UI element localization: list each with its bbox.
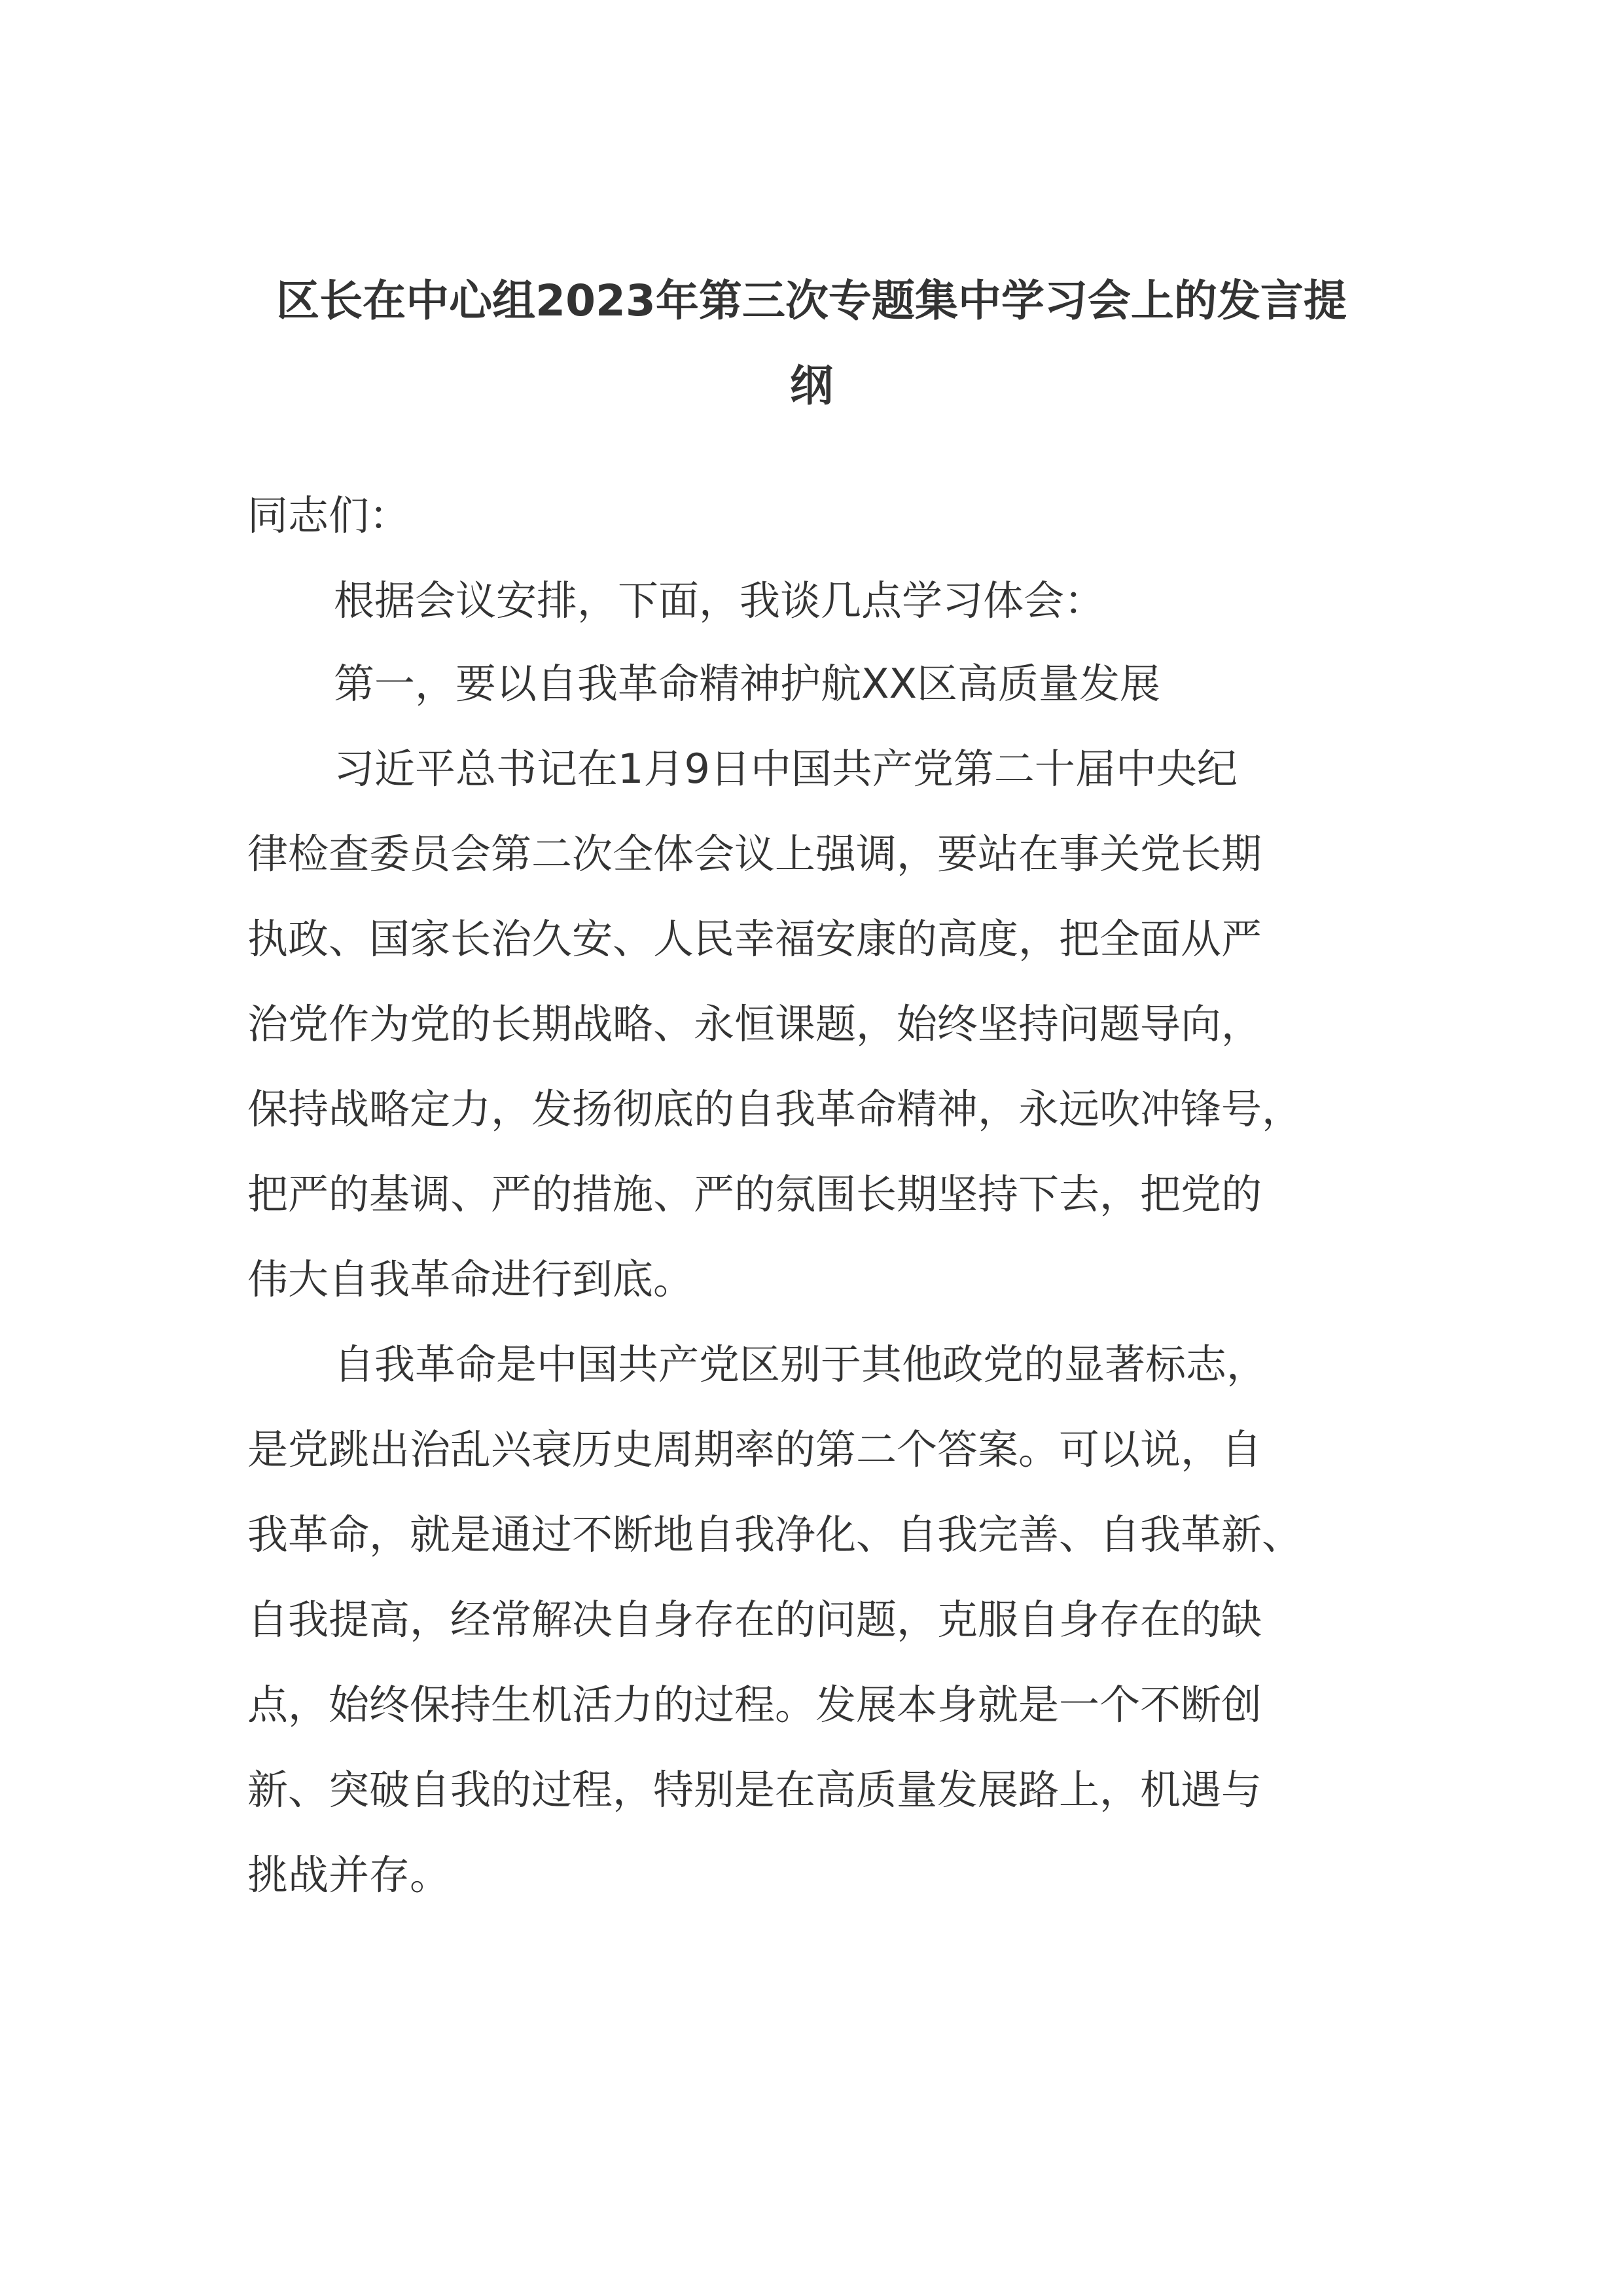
paragraph-1-line: 伟大自我革命进行到底。 — [247, 1255, 694, 1303]
paragraph-2-line: 挑战并存。 — [247, 1851, 451, 1899]
paragraph-1-line: 习近平总书记在1月9日中国共产党第二十届中央纪 — [334, 745, 1238, 793]
paragraph-1-line: 律检查委员会第二次全体会议上强调，要站在事关党长期 — [247, 830, 1262, 878]
paragraph-2-line: 自我提高，经常解决自身存在的问题，克服自身存在的缺 — [247, 1596, 1262, 1643]
paragraph-2-line: 我革命，就是通过不断地自我净化、自我完善、自我革新、 — [247, 1511, 1303, 1558]
salutation: 同志们： — [247, 492, 410, 539]
paragraph-1-line: 执政、国家长治久安、人民幸福安康的高度，把全面从严 — [247, 915, 1262, 963]
intro-text: 根据会议安排，下面，我谈几点学习体会： — [334, 577, 1105, 624]
paragraph-2-line: 是党跳出治乱兴衰历史周期率的第二个答案。可以说，自 — [247, 1426, 1262, 1473]
paragraph-1-line: 保持战略定力，发扬彻底的自我革命精神，永远吹冲锋号， — [247, 1085, 1303, 1133]
paragraph-1-line: 把严的基调、严的措施、严的氛围长期坚持下去，把党的 — [247, 1170, 1262, 1218]
section-heading: 第一，要以自我革命精神护航XX区高质量发展 — [334, 660, 1160, 708]
paragraph-2-line: 自我革命是中国共产党区别于其他政党的显著标志， — [334, 1340, 1268, 1388]
paragraph-2-line: 点，始终保持生机活力的过程。发展本身就是一个不断创 — [247, 1681, 1262, 1729]
paragraph-2-line: 新、突破自我的过程，特别是在高质量发展路上，机遇与 — [247, 1766, 1262, 1814]
document-title-line-2: 纲 — [790, 361, 833, 411]
document-title-line-1: 区长在中心组2023年第三次专题集中学习会上的发言提 — [276, 276, 1347, 326]
paragraph-1-line: 治党作为党的长期战略、永恒课题，始终坚持问题导向， — [247, 1000, 1262, 1048]
